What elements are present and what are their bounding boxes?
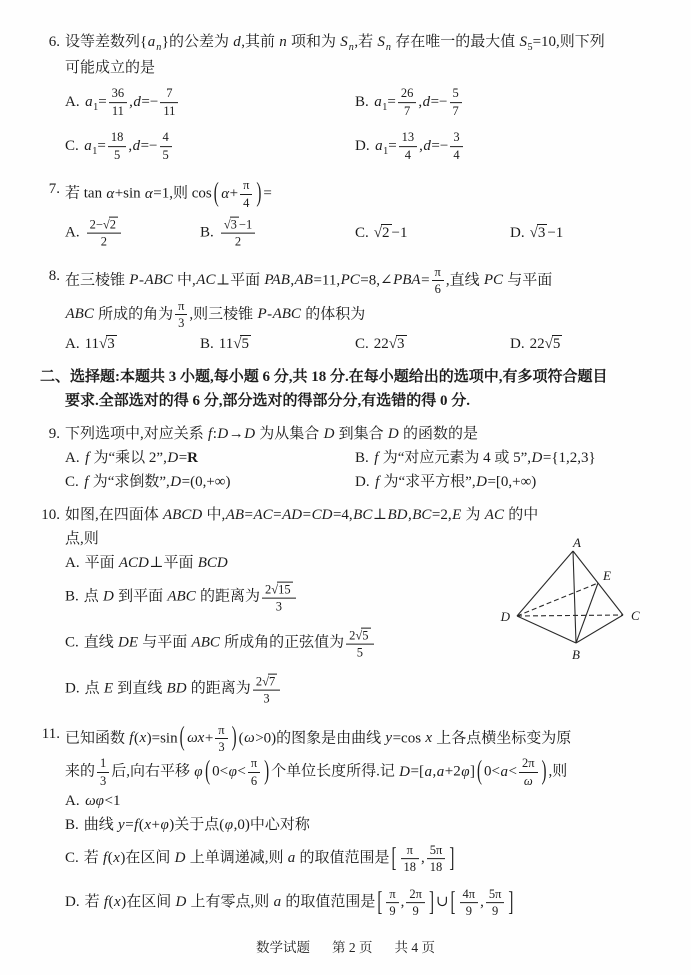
question-number: 7. — [48, 181, 60, 198]
option-math: $\frac{√3 -1}{2}$ — [219, 225, 257, 241]
option-a — [65, 332, 117, 356]
option-label: C. — [65, 137, 79, 154]
option-math: ωφ<1 — [85, 793, 121, 810]
option-label: D. — [65, 894, 80, 911]
option-math: f 为“求平方根”,D=[0,+∞) — [375, 473, 537, 490]
option-math: 直线 DE 与平面 ABC 所成角的正弦值为 $\frac{2√5}{5}$ — [84, 635, 376, 651]
option-label: D. — [510, 335, 525, 352]
tetrahedron-figure — [495, 536, 667, 674]
options-row — [40, 211, 657, 255]
option-b — [355, 446, 596, 470]
question-11 — [40, 722, 657, 926]
option-a — [65, 789, 120, 813]
option-math: $\frac{2-√2}{2}$ — [85, 225, 123, 241]
question-stem-line: 可能成立的是 — [65, 60, 156, 77]
question-number: 8. — [48, 268, 60, 285]
option-label: C. — [355, 225, 369, 242]
option-math: √3 −1 — [529, 225, 564, 242]
option-math: $a_1=$ $\frac{26}{7}$ ,d=− $\frac{5}{7}$ — [374, 94, 464, 110]
option-math: 点 D 到平面 ABC 的距离为 $\frac{2√15}{3}$ — [84, 589, 298, 605]
option-label: A. — [65, 793, 80, 810]
options-row — [40, 837, 657, 881]
question-8 — [40, 264, 657, 356]
options-row — [40, 813, 657, 837]
option-label: A. — [65, 93, 80, 110]
options-row — [40, 470, 657, 494]
footer-total-pages: 共 4 页 — [394, 940, 435, 956]
option-math: 22√5 — [529, 335, 561, 352]
option-label: D. — [355, 137, 370, 154]
option-label: A. — [65, 449, 80, 466]
question-number: 11. — [41, 725, 60, 742]
option-math: 点 E 到直线 BD 的距离为 $\frac{2√7}{3}$ — [85, 681, 283, 697]
question-number: 6. — [48, 34, 60, 50]
edge-db — [517, 616, 576, 643]
option-label: C. — [65, 635, 79, 651]
option-math: 若 f(x)在区间 D 上单调递减,则 a 的取值范围是 [ $\frac{\pi}{18}$ , $\frac{5\pi}{18}$ ] — [83, 843, 455, 875]
option-label: B. — [200, 224, 214, 241]
option-b — [65, 580, 298, 615]
option-label: A. — [65, 554, 80, 571]
question-9 — [40, 422, 657, 494]
edge-bc — [576, 615, 623, 643]
vertex-label-e: E — [603, 568, 611, 583]
option-math: f 为“对应元素为 4 或 5”,D={1,2,3} — [374, 449, 596, 466]
option-math: $a_1=$ $\frac{18}{5}$ ,d=− $\frac{4}{5}$ — [84, 138, 174, 154]
section-header-line: 要求.全部选对的得 6 分,部分选对的得部分分,有选错的得 0 分. — [65, 392, 471, 409]
option-a — [65, 446, 198, 470]
question-stem-line: 已知函数 f(x)=sin ( ωx+ $\frac{\pi}{3}$ ) (ω>0)的图象是由曲线 y=cos x 上各点横坐标变为原 — [65, 722, 572, 754]
option-label: B. — [65, 589, 79, 605]
option-math: $a_1=$ $\frac{13}{4}$ ,d=− $\frac{3}{4}$ — [375, 138, 465, 154]
options-row — [40, 124, 657, 168]
edge-de-hidden — [517, 583, 598, 616]
option-math: 曲线 y=f(x+φ)关于点(φ,0)中心对称 — [83, 817, 310, 834]
tetrahedron-svg — [495, 536, 667, 674]
option-math: 平面 ACD⊥平面 BCD — [84, 554, 228, 571]
option-math: $a_1=$ $\frac{36}{11}$ ,d=− $\frac{7}{11}$ — [85, 94, 181, 110]
option-d — [355, 129, 465, 163]
question-6 — [40, 30, 657, 168]
question-number: 9. — [48, 425, 60, 442]
edge-ad — [517, 551, 573, 616]
option-math: 22√3 — [373, 335, 405, 352]
option-c — [65, 129, 174, 163]
option-d — [355, 470, 536, 494]
option-c — [65, 842, 456, 876]
option-c — [65, 470, 230, 494]
question-stem-line: 下列选项中,对应关系 f:D→D 为从集合 D 到集合 D 的函数的是 — [65, 425, 479, 442]
vertex-label-b: B — [572, 647, 580, 662]
option-b — [200, 332, 251, 356]
section-2-header — [40, 365, 657, 413]
option-b — [355, 85, 464, 119]
question-number: 10. — [41, 506, 60, 523]
option-label: D. — [510, 225, 525, 242]
options-row — [40, 789, 657, 813]
option-label: D. — [65, 681, 80, 697]
option-math: f 为“乘以 2”,D=R — [85, 449, 198, 466]
option-label: B. — [65, 817, 79, 834]
edge-dc-hidden — [517, 615, 623, 616]
options-row — [40, 332, 657, 356]
option-d — [65, 886, 515, 920]
option-math: 若 f(x)在区间 D 上有零点,则 a 的取值范围是 [ $\frac{\pi}{9}$ , $\frac{2\pi}{9}$ ] ∪ [ $\frac{4\pi}{9}$ , $\frac{5\pi}{9}$ ] — [84, 887, 514, 919]
option-c — [355, 221, 407, 245]
vertex-label-c: C — [631, 608, 640, 623]
options-row — [40, 446, 657, 470]
option-label: C. — [65, 473, 79, 490]
option-d — [65, 672, 282, 707]
edge-ab — [573, 551, 576, 643]
option-label: A. — [65, 224, 80, 241]
question-stem-line: 若 tan α+sin α=1,则 cos ( α+ $\frac{\pi}{4}$ ) = — [65, 178, 272, 210]
option-d — [510, 332, 562, 356]
page-footer — [0, 937, 691, 959]
option-a — [65, 551, 228, 575]
option-c — [65, 626, 376, 661]
option-a — [65, 216, 123, 251]
question-7 — [40, 177, 657, 255]
question-stem-line: 如图,在四面体 ABCD 中,AB=AC=AD=CD=4,BC⊥BD,BC=2,E 为 AC 的中 — [65, 506, 539, 523]
option-math: 11√3 — [84, 335, 115, 352]
question-stem-line: ABC 所成的角为 $\frac{\pi}{3}$ ,则三棱锥 P-ABC 的体积为 — [65, 298, 366, 331]
options-row — [40, 881, 657, 925]
vertex-label-a: A — [573, 536, 581, 550]
question-stem-line: 设等差数列$\{a_n\}$的公差为 d,其前 n 项和为 $S_n$,若 $S_n$ 存在唯一的最大值 $S_5=10$,则下列 — [65, 34, 605, 53]
option-math: f 为“求倒数”,D=(0,+∞) — [84, 473, 231, 490]
question-stem-line: 点,则 — [65, 530, 99, 547]
option-c — [355, 332, 407, 356]
option-d — [510, 221, 563, 245]
vertex-label-d: D — [500, 609, 510, 624]
edge-be — [576, 583, 598, 643]
footer-doc-title: 数学试题 — [256, 940, 310, 956]
question-stem-line: 在三棱锥 P-ABC 中,AC⊥平面 PAB,AB=11,PC=8,∠PBA= $\frac{\pi}{6}$ ,直线 PC 与平面 — [65, 265, 553, 297]
option-math: 11√5 — [218, 335, 249, 352]
option-label: C. — [65, 850, 79, 867]
option-label: B. — [355, 93, 369, 110]
option-a — [65, 85, 180, 119]
question-stem-line: 来的 $\frac{1}{3}$ 后,向右平移 φ ( 0<φ< $\frac{\pi}{6}$ ) 个单位长度所得.记 D=[a,a+2φ] ( 0<a< $\frac{2\pi}{\omega}$ ) ,则 — [65, 756, 568, 788]
option-label: B. — [355, 449, 369, 466]
option-b — [200, 216, 257, 251]
options-row — [40, 80, 657, 124]
option-math: √2 −1 — [373, 225, 408, 242]
footer-page-number: 第 2 页 — [332, 940, 373, 956]
section-header-line: 二、选择题:本题共 3 小题,每小题 6 分,共 18 分.在每小题给出的选项中,有多项符合题目 — [40, 368, 608, 385]
option-label: C. — [355, 335, 369, 352]
option-label: B. — [200, 335, 214, 352]
option-b — [65, 813, 310, 837]
option-label: A. — [65, 335, 80, 352]
option-label: D. — [355, 473, 370, 490]
